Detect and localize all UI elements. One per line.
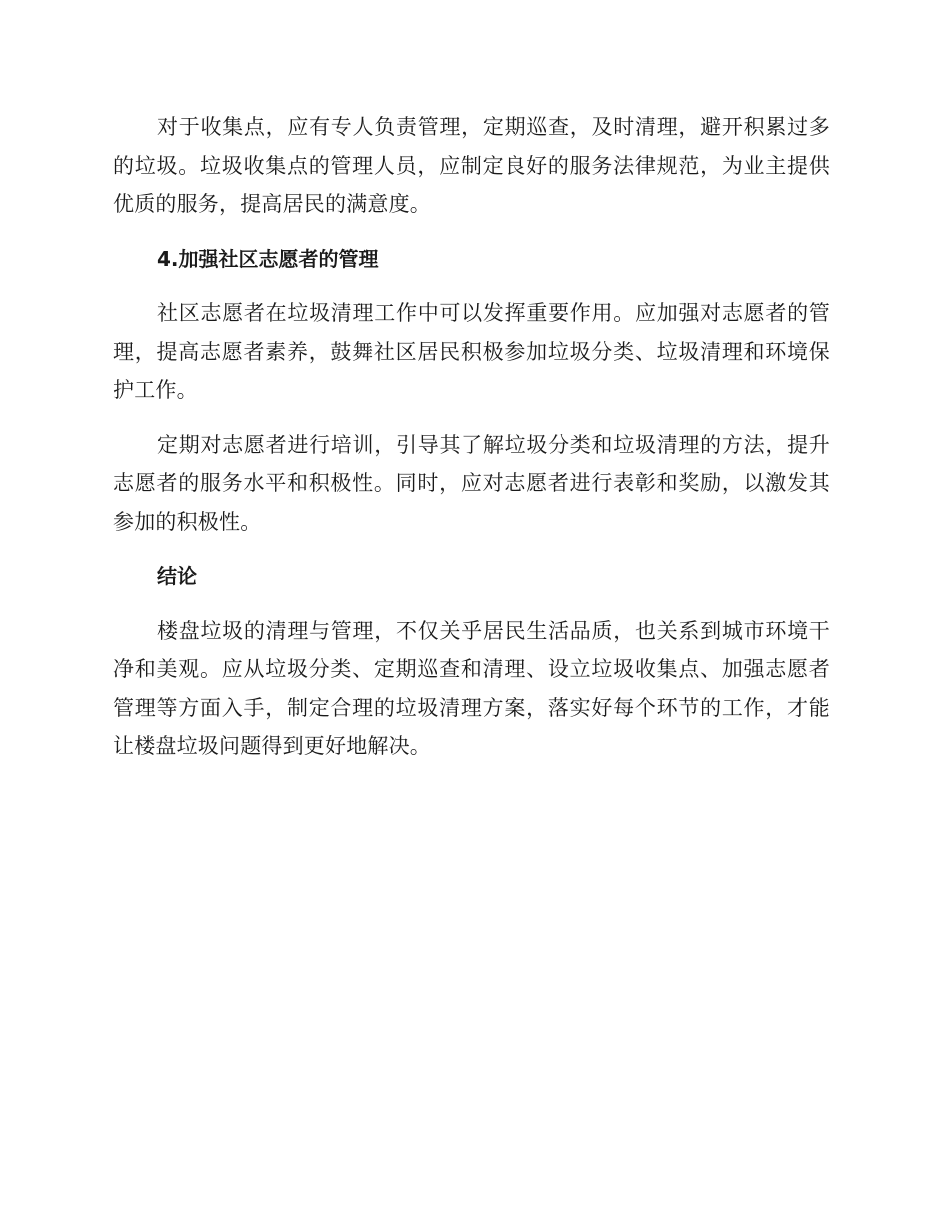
- paragraph-collection-point: 对于收集点，应有专人负责管理，定期巡查，及时清理，避开积累过多的垃圾。垃圾收集点的管理人员，应制定良好的服务法律规范，为业主提供优质的服务，提高居民的满意度。: [113, 115, 830, 216]
- spacer: [113, 596, 830, 612]
- paragraph-volunteers-training: 定期对志愿者进行培训，引导其了解垃圾分类和垃圾清理的方法，提升志愿者的服务水平和积极性。同时，应对志愿者进行表彰和奖励，以激发其参加的积极性。: [113, 432, 830, 534]
- section-heading-volunteers: 4.加强社区志愿者的管理: [157, 246, 379, 271]
- paragraph-volunteers-role: 社区志愿者在垃圾清理工作中可以发挥重要作用。应加强对志愿者的管理，提高志愿者素养，鼓舞社区居民积极参加垃圾分类、垃圾清理和环境保护工作。: [113, 301, 830, 402]
- spacer: [113, 224, 830, 240]
- document-body: [113, 108, 830, 766]
- paragraph-conclusion: 楼盘垃圾的清理与管理，不仅关乎居民生活品质，也关系到城市环境干净和美观。应从垃圾分类、定期巡查和清理、设立垃圾收集点、加强志愿者管理等方面入手，制定合理的垃圾清理方案，落实好每个环节的工作，才能让楼盘垃圾问题得到更好地解决。: [113, 618, 830, 758]
- section-heading-conclusion: 结论: [157, 564, 197, 588]
- spacer: [113, 410, 830, 426]
- spacer: [113, 278, 830, 294]
- spacer: [113, 541, 830, 557]
